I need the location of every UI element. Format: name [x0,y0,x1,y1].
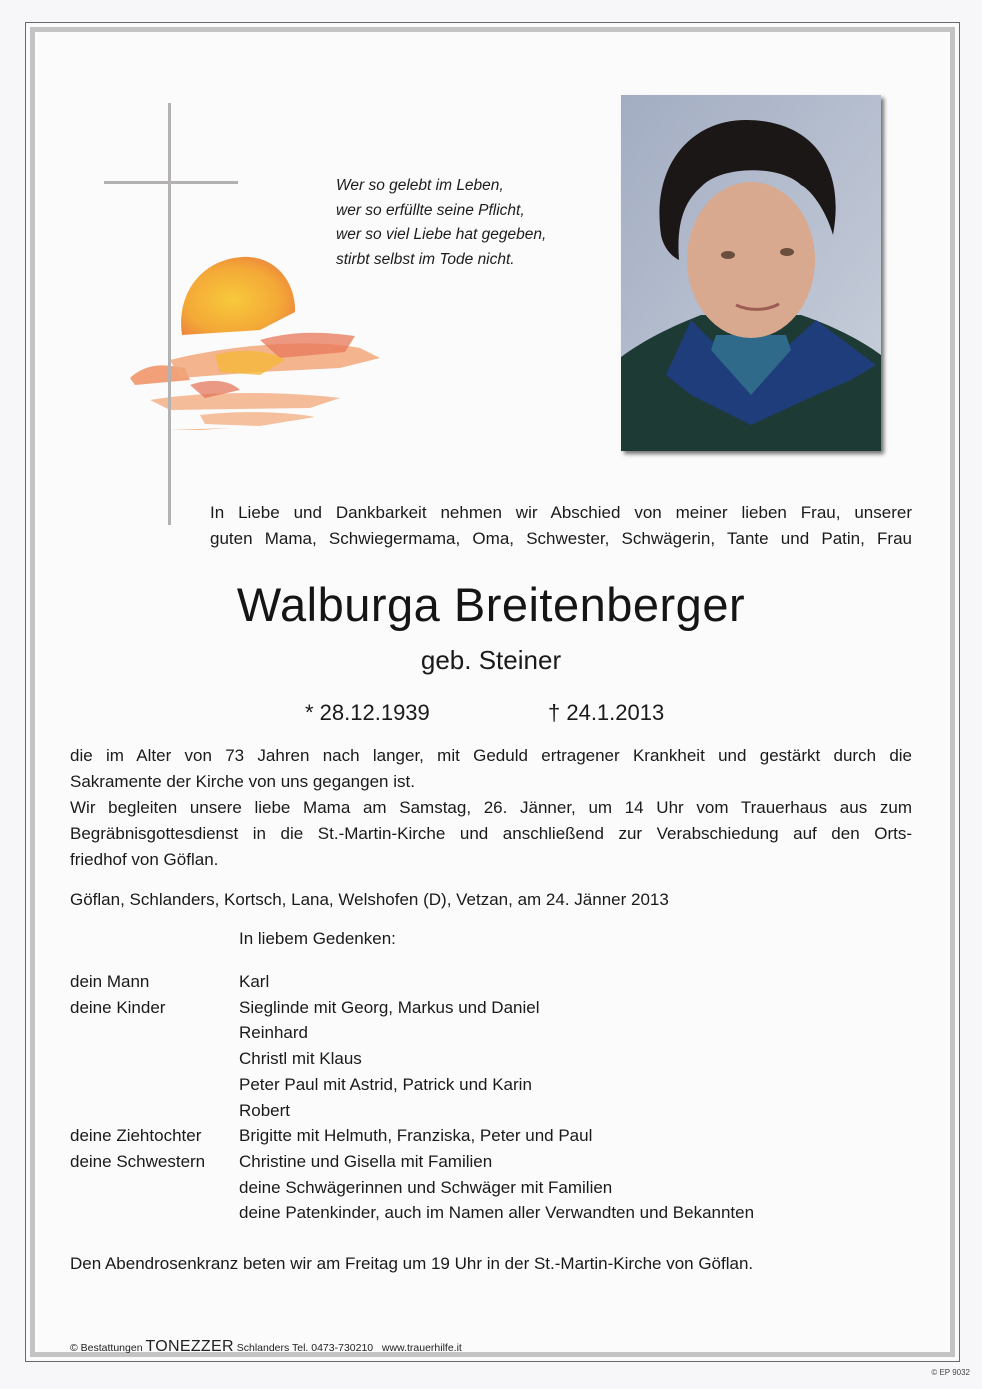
paragraph-funeral [70,795,912,873]
family-relation: deine Schwestern [70,1151,206,1171]
family-row [70,1149,754,1175]
family-row [70,1046,754,1072]
cross-horizontal-bar [104,181,238,184]
poem-line: wer so viel Liebe hat gegeben, [336,226,547,243]
rosary-notice: Den Abendrosenkranz beten wir am Freitag um 19 Uhr in der St.-Martin-Kirche von Göflan. [70,1254,754,1273]
maiden-name: geb. Steiner [420,645,562,675]
paragraph-passing [70,743,912,795]
death-date: † 24.1.2013 [548,700,665,725]
paragraph-line: Wir begleiten unsere liebe Mama am Samstag, 26. Jänner, um 14 Uhr vom Trauerhaus aus zum [70,798,912,817]
intro-line: In Liebe und Dankbarkeit nehmen wir Abschied von meiner lieben Frau, unserer [210,503,912,522]
footer-contact: Schlanders Tel. 0473-730210 www.trauerhilfe.it [236,1342,462,1354]
family-relation: dein Mann [70,972,150,991]
intro-line: guten Mama, Schwiegermama, Oma, Schwester, Schwägerin, Tante und Patin, Frau [210,529,912,548]
family-names: Karl [239,972,270,991]
family-names: Brigitte mit Helmuth, Franziska, Peter und Paul [239,1126,593,1146]
family-relation [70,1072,239,1098]
poem-line: stirbt selbst im Tode nicht. [336,250,515,268]
family-relation [70,1046,239,1072]
cross-vertical-bar [168,103,171,525]
family-row [70,969,754,995]
family-row [70,995,754,1021]
portrait-image-icon [621,95,881,451]
poem [336,174,546,272]
family-names: Christine und Gisella mit Familien [239,1151,493,1171]
footer-prefix: © Bestattungen [70,1342,143,1354]
family-row [70,1200,754,1226]
family-row [70,1020,754,1046]
family-relation: deine Kinder [70,997,166,1017]
family-relation [70,1020,239,1046]
poem-line: Wer so gelebt im Leben, [336,177,504,194]
family-relation: deine Ziehtochter [70,1126,202,1146]
portrait-photo [621,95,881,451]
family-relation [70,1098,239,1124]
family-row [70,1072,754,1098]
family-names: Robert [239,1100,291,1120]
family-row [70,1175,754,1201]
deceased-name: Walburga Breitenberger [236,578,746,631]
family-names: Christl mit Klaus [239,1049,362,1069]
paragraph-line: Begräbnisgottesdienst in die St.-Martin-Kirche und anschließend zur Verabschiedung auf den Orts- [70,824,912,843]
family-relation [70,1200,239,1226]
in-memory-heading: In liebem Gedenken: [239,929,396,948]
family-names: deine Patenkinder, auch im Namen aller Verwandten und Bekannten [239,1203,755,1223]
print-code: © EP 9032 [931,1368,970,1377]
paragraph-line: die im Alter von 73 Jahren nach langer, mit Geduld ertragener Krankheit und gestärkt durch die [70,746,912,765]
birth-date: * 28.12.1939 [305,700,430,725]
intro-text [210,500,912,552]
family-names: deine Schwägerinnen und Schwäger mit Familien [239,1177,613,1197]
undertaker-footer [70,1338,462,1356]
family-names: Reinhard [239,1023,308,1043]
family-names: Peter Paul mit Astrid, Patrick und Karin [239,1074,532,1094]
undertaker-brand: TONEZZER [145,1338,234,1355]
family-row [70,1098,754,1124]
family-relation [70,1175,239,1201]
paragraph-line: Sakramente der Kirche von uns gegangen ist. [70,772,415,791]
family-names: Sieglinde mit Georg, Markus und Daniel [239,997,540,1017]
family-row [70,1123,754,1149]
family-list [70,969,754,1226]
paragraph-line: friedhof von Göflan. [70,850,219,869]
place-date-line: Göflan, Schlanders, Kortsch, Lana, Welshofen (D), Vetzan, am 24. Jänner 2013 [70,890,669,909]
poem-line: wer so erfüllte seine Pflicht, [336,201,525,219]
